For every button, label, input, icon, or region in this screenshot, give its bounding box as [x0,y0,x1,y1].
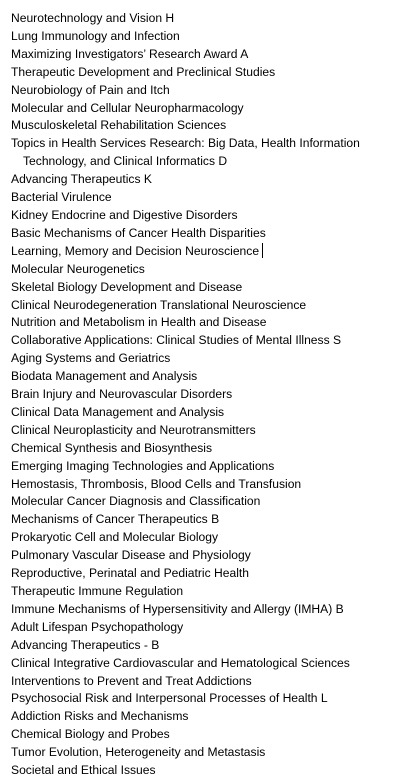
list-line: Topics in Health Services Research: Big Data, Health Information [11,136,360,151]
list-line: Musculoskeletal Rehabilitation Sciences [11,118,227,133]
list-line: Therapeutic Immune Regulation [11,584,184,598]
list-line: Mechanisms of Cancer Therapeutics B [11,512,220,527]
list-line: Clinical Data Management and Analysis [11,404,225,419]
list-line: Chemical Synthesis and Biosynthesis [11,440,212,455]
list-line: Maximizing Investigators’ Research Award A [11,46,249,61]
list-line: Advancing Therapeutics K [11,172,152,187]
list-line: Immune Mechanisms of Hypersensitivity and Allergy (IMHA) B [11,601,344,616]
list-line: Psychosocial Risk and Interpersonal Processes of Health L [11,691,328,706]
list-line: Clinical Neurodegeneration Translational Neuroscience [11,297,307,312]
list-line: Kidney Endocrine and Digestive Disorders [11,207,238,222]
list-line-continuation: Technology, and Clinical Informatics D [23,154,228,169]
list-line: Hemostasis, Thrombosis, Blood Cells and Transfusion [11,476,302,491]
list-line: Neurotechnology and Vision H [11,11,175,25]
list-line: Interventions to Prevent and Treat Addictions [11,673,252,688]
list-line-text: Learning, Memory and Decision Neuroscience [11,243,260,258]
list-line: Neurobiology of Pain and Itch [11,82,170,97]
document-text-list[interactable] [11,10,411,780]
list-line: Aging Systems and Geriatrics [11,351,171,366]
list-line: Adult Lifespan Psychopathology [11,619,184,634]
list-line: Chemical Biology and Probes [11,727,170,742]
list-line: Prokaryotic Cell and Molecular Biology [11,530,219,545]
list-line: Skeletal Biology Development and Disease [11,279,243,294]
list-line: Bacterial Virulence [11,190,112,205]
list-line: Lung Immunology and Infection [11,28,180,43]
list-line: Molecular and Cellular Neuropharmacology [11,100,244,115]
list-line-with-cursor [11,243,411,261]
list-line: Molecular Cancer Diagnosis and Classification [11,494,261,509]
list-line: Tumor Evolution, Heterogeneity and Metastasis [11,745,266,760]
list-line: Emerging Imaging Technologies and Applications [11,458,275,473]
list-line: Basic Mechanisms of Cancer Health Disparities [11,225,266,240]
list-line: Nutrition and Metabolism in Health and Disease [11,315,267,330]
list-line: Brain Injury and Neurovascular Disorders [11,387,233,402]
list-line: Advancing Therapeutics - B [11,637,160,652]
list-line: Societal and Ethical Issues [11,763,156,778]
list-line: Addiction Risks and Mechanisms [11,709,189,724]
list-line: Collaborative Applications: Clinical Studies of Mental Illness S [11,333,342,348]
list-line: Biodata Management and Analysis [11,369,198,384]
list-line: Clinical Neuroplasticity and Neurotransmitters [11,422,256,437]
list-line: Clinical Integrative Cardiovascular and Hematological Sciences [11,655,350,670]
list-line: Therapeutic Development and Preclinical Studies [11,64,276,79]
text-cursor [262,243,263,258]
list-line: Molecular Neurogenetics [11,261,145,276]
list-line: Pulmonary Vascular Disease and Physiology [11,548,251,563]
list-line: Reproductive, Perinatal and Pediatric Health [11,566,249,581]
